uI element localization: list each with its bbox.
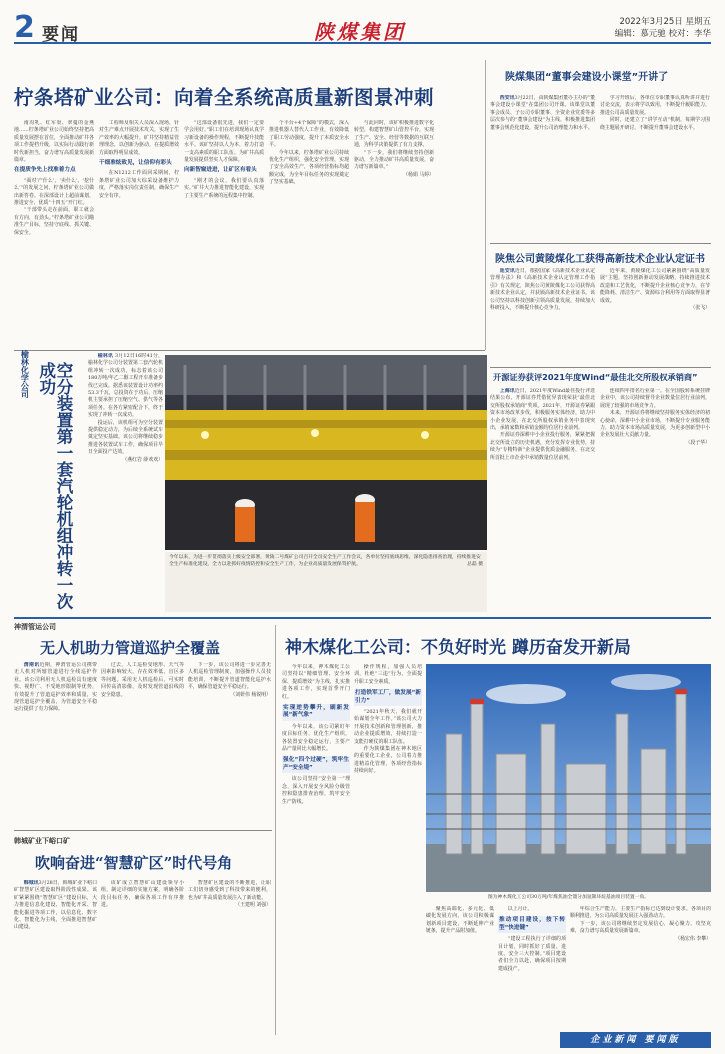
wind-col2: 连续四年排名行业第一。在全国股转系统挂牌企业中，该公司持续督导企业数量位居行业前列，展现了较强的市场竞争力。 未来，开源证券将继续坚持服务实体经济的初心使命，深耕中小企业市场，不断提升专业服务能力，助力资本市场高质量发展，为更多创新型中小企业发展壮大贡献力量。 （段子华） [600, 388, 710, 446]
article1-lead: 南沟乳、红军渠、翠蔓的金燕地……柠条塔矿业公司始终坚持把高质量发展摆在首位，全面推动矿井各项工作提档升级，以实际行动践行新时代新担当，奋力谱写高质量发展新篇章。 [14, 120, 94, 164]
hancheng-col3: 智慧矿区建设的不断推进，让职工们切身感受到了科技带来的便利，也为矿井高质量发展注入了新动能。 （王建明 刘强） [188, 880, 271, 909]
yulin-kicker: 榆林化学公司 [20, 350, 30, 398]
yulin-title: 空分装置第一套汽轮机组冲转一次成功 [36, 362, 73, 610]
shenmu-sub3: 打造铁军工厂，做发展“新引力” [354, 689, 422, 706]
yulin-byline: （燕红岩 薛欢欢） [122, 456, 163, 463]
hancheng-col1 [14, 880, 97, 1032]
shenmu-col5: 年综合生产能力，主要生产指标已达到设计要求。各项目的顺利推进，为公司高质量发展注入强劲动力。 下一步，该公司将继续坚定发展信心，凝心聚力、攻坚克难，奋力谱写高质量发展新篇章。 （杨宏伟 李攀） [570, 906, 711, 942]
editor-line: 编辑：慕元驰 校对：李华 [614, 29, 711, 39]
page-number: 2 [14, 10, 35, 45]
divider-h-board [490, 243, 711, 244]
shenmu-headline: 神木煤化工公司：不负好时光 蹲历奋发开新局 [285, 638, 631, 658]
yulin-body: 榆林讯 3月12日16时41分，榆林化学公司分装置第二套汽轮机组冲转一次成功，标志着该公司180万吨/年乙二醇工程开车准备步伐已完成。据悉该装置设计功率约53.3千瓦，总投资在于功后，压缩机主要承担了压缩空气、供气等各项任务。在各方紧密配合下，终于实现了冲转一次成功。 投运后，该机组可为空分装置提供稳定动力，为后续全系统试车奠定坚实基础。该公司将继续稳步推进各装置试车工作，确保项目早日全面投产达效。 （燕红岩 薛欢欢） [88, 353, 163, 463]
board-text: 3月22日，由陕煤集团董办主办的“董事会建设小课堂”在集团公司开课。该课堂以董事会成员、子公司专职董事、全资企业党委等多层次参与的“董事会建设”为主线，积极推进集团董事会规范化建设，提升公司治理能力和水平。 [490, 95, 595, 131]
shenmu-col4: 以上月计。 推动项目建设，按下转型“快进键” “建设工程执行了详细的项目计划，同时抓好了质量、进度、安全三大控制。”项目建设者们全力以赴，确保项目按期建成投产。 [498, 906, 566, 972]
mine-photo-byline: 总磊 摄 [467, 562, 483, 567]
shenmu-sub4: 推动项目建设，按下转型“快进键” [498, 916, 566, 933]
drone-col1 [14, 662, 97, 827]
divider-v1 [485, 60, 486, 350]
drone-dateline: 渭南讯 [23, 662, 40, 668]
hancheng-col2: 该矿成立智慧矿山建设领导小组，制定详细的实施方案，明确各阶段目标任务，确保各项工作有序推进。 [101, 880, 184, 909]
wind-text: 近日，2021年度Wind最佳投行评选结果公布，开源证券凭借优异表现荣获“最佳北交所股权承销商”奖项。2021年，开源证券紧跟资本市场改革步伐，积极服务实体经济，助力中小企业发展，在北交所股权承销业务中表现突出，承销家数和承销金额均位居行业前列。 [490, 388, 595, 432]
article1-col3: “这部设备很先进，我们一定要学会用好。”职工们在培训现场认真学习新设备的操作规程，不断提升技能水平。该矿坚持以人为本，着力打造一支高素质的职工队伍，为矿井高质量发展提供坚实人才保障。 向新智窥进进，让矿区有看头 “刚才的会议，我们要认真落实。”矿井大力推进智能化建设，实现了主要生产系统的远程集中控制。 [184, 120, 264, 199]
yulin-text: 3月12日16时41分，榆林化学公司分装置第二套汽轮机组冲转一次成功，标志着该公司180万吨/年乙二醇工程开车准备步伐已完成。据悉该装置设计功率约53.3千瓦，总投资在于功后，压缩机主要承担了压缩空气、供气等各项任务。在各方紧密配合下，终于实现了冲转一次成功。 [88, 353, 163, 419]
wind-dateline: 上海讯 [499, 388, 515, 394]
drone-col3: 下一步，该公司将进一步完善无人机巡检管理制度，加强操作人员技能培训，不断提升管道智能化巡护水平，确保管道安全平稳运行。 （刘妍伟 杨锐明） [188, 662, 271, 698]
shenmu-byline: （杨宏伟 李攀） [675, 935, 711, 942]
divider-h-drone [14, 830, 272, 831]
shenmu-sub1: 实现逆势攀升，刷新发展“新气象” [282, 704, 350, 721]
article1-col2: 工程师及相关人员深入现场，针对生产难点开展技术攻关，实现了生产效率的大幅提升。矿井坚持精益管理理念，以创新为驱动，在提质增效方面取得明显成效。 干细准炫致见，让信仰有彩头 在N1212工作面回采期间，柠条塔矿业公司加大综采设备维护力度，严格落实岗位责任制，确保生产安全有序。 [99, 120, 179, 199]
wind-byline: （段子华） [685, 439, 710, 446]
huangling-headline: 陕焦公司黄陵煤化工获得高新技术企业认定证书 [495, 254, 705, 265]
board-text2: 学习开班后，各单位专职董事认真听讲并进行讨论交流，表示将学以致用，不断提升履职能力，推进公司高质量发展。 [600, 95, 710, 116]
drone-text: 近期，神渭管运公司携带无人机对所辖管道进行全线巡护作业。该公司利用无人机巡检具有速度快、视野广、不受地形限制等优势，有效提升了管道巡护效率和质量，实现管道巡护全覆盖，为管道安全平稳运行提供了有力保障。 [14, 662, 97, 713]
page-header [14, 10, 711, 45]
divider-h-top [14, 350, 485, 351]
date-editor [615, 16, 711, 40]
article1-sub2: 干细准炫致见，让信仰有彩头 [99, 160, 172, 167]
drone-kicker: 神渭管运公司 [14, 623, 56, 631]
chemical-plant-image [426, 664, 711, 892]
board-col1 [490, 95, 595, 245]
divider-h-mid [14, 617, 711, 619]
shenmu-col2: 操作规程，加强人员培训，杜绝“三违”行为，全面提升职工安全素质。 打造铁军工厂，做发展“新引力” “2021年秋天，我们就开始谋划全年工作。”该公司大力开展技术创新和管理创新，推动企业提质增效，持续打造一支能打硬仗的职工队伍。 作为陕煤集团在神木地区的重要化工企业，公司着力推进精益化管理，各项经营指标持续向好。 [354, 664, 422, 775]
article1-byline: （杨娟 马婷） [403, 171, 434, 178]
footer-bar: 企业新闻 要闻版 [560, 1032, 711, 1048]
board-col2: 学习开班后，各单位专职董事认真听讲并进行讨论交流，表示将学以致用，不断提升履职能力，推进公司高质量发展。 同时，还建立了“讲学互动”机制，每期学习围绕主题展开研讨，不断提升董事会建设水平。 [600, 95, 710, 131]
article1-col1: 南沟乳、红军渠、翠蔓的金燕地……柠条塔矿业公司始终坚持把高质量发展摆在首位，全面推动矿井各项工作提档升级，以实际行动践行新时代新担当，奋力谱写高质量发展新篇章。 在提质争先上找准着力点 “面对‘产什么’、‘卖什么’、‘挖什么’”的发展之问，柠条塔矿业公司做出新答卷。在深部设计上超前谋划，推进安全、优质“十四五”开门红。 “干部带头走在前面，职工就会有方向，有劲头。”柠条塔矿业公司瞄准生产目标，坚持守底线、抓关键、保安全。 [14, 120, 94, 236]
hancheng-byline: （王建明 刘强） [235, 902, 271, 909]
huangling-col2: 近年来，黄陵煤化工公司紧紧围绕“高质量发展”主题，坚持创新驱动发展战略，持续推进技术改造和工艺优化，不断提升企业核心竞争力，在节能降耗、清洁生产、资源综合利用等方面取得显著成效。 （张飞） [600, 268, 710, 312]
plant-photo-caption: 图为神木煤化工公司30万吨/年煤焦油全馏分加氢制环烷基油项目装置一角。 [487, 895, 650, 900]
date-line: 2022年3月25日 星期五 [619, 17, 711, 27]
hancheng-text: 3月28日，韩城矿业下峪口矿智慧矿区建设取得阶段性成果。该矿紧紧围绕“智慧矿区”建设目标，大力推进信息化建设、智能化开采、智能化掘进等项工作，以信息化、数字化、智能化为主线，全面推进智慧矿山建设。 [14, 880, 97, 931]
shenmu-lead: 今年以来，神木煤化工公司坚持以“精细管理、安全环保、提质增效”为主线，扎实推进各项工作，实现首季开门红。 [282, 664, 350, 700]
hancheng-dateline: 韩城讯 [23, 880, 39, 886]
hancheng-headline: 吹响奋进“智慧矿区”时代号角 [35, 854, 233, 872]
drone-col2: 过去，人工巡检受地形、天气等因素影响较大，存在效率低、盲区多等问题。采用无人机巡检后，可实时回传高清影像，及时发现管道沿线的安全隐患。 [101, 662, 184, 698]
article1-sub3: 向新智窥进进，让矿区有看头 [184, 167, 257, 174]
shenmu-sub2: 强化“四个过硬”，筑牢生产“安全堤” [282, 756, 350, 773]
drone-headline: 无人机助力管道巡护全覆盖 [40, 639, 221, 657]
shenmu-col3: 聚焦高端化、多元化、低碳化发展方向，该公司积极谋划新项目建设，不断延伸产业链条，提升产品附加值。 [426, 906, 494, 935]
brand-logo: 陕煤集团 [314, 20, 406, 44]
section-name: 要闻 [42, 25, 80, 45]
huangling-dateline: 延安讯 [499, 268, 515, 274]
board-dateline: 西安讯 [499, 95, 515, 101]
divider-h-huangling [490, 367, 711, 368]
shenmu-col1: 今年以来，神木煤化工公司坚持以“精细管理、安全环保、提质增效”为主线，扎实推进各项工作，实现首季开门红。 实现逆势攀升，刷新发展“新气象” 今年以来，该公司紧盯年度目标任务，优化生产组织，各装置安全稳定运行，主要产品产量同比大幅增长。 强化“四个过硬”，筑牢生产“安全堤” 该公司坚持“安全第一”理念，深入开展安全风险分级管控和隐患排查治理，筑牢安全生产防线。 [282, 664, 350, 805]
article1-col5: 与此同时，该矿积极推进数字化转型，构建智慧矿山管控平台，实现了生产、安全、经营等数据的互联互通，为科学决策提供了有力支撑。 “下一步，我们将继续坚持创新驱动，全力推动矿井高质量发展，奋力谱写新篇章。” （杨娟 马婷） [354, 120, 434, 178]
article1-headline: 柠条塔矿业公司：向着全系统高质量新图景冲刺 [14, 86, 435, 109]
wind-headline: 开源证券获评2021年度Wind“最佳北交所股权承销商” [493, 372, 698, 382]
drone-byline: （刘妍伟 杨锐明） [230, 691, 271, 698]
article1-col4: 个平台+4个保障”的模式，深入推进机器人替代人工作业，有效降低了职工劳动强度，提升了本质安全水平。 今年以来，柠条塔矿业公司持续优化生产组织，强化安全管理，实现了安全高效生产，各项经营指标均超额完成，为全年目标任务的实现奠定了坚实基础。 [269, 120, 349, 186]
wind-col1: 上海讯近日，2021年度Wind最佳投行评选结果公布，开源证券凭借优异表现荣获“最佳北交所股权承销商”奖项。2021年，开源证券紧跟资本市场改革步伐，积极服务实体经济，助力中小企业发展，在北交所股权承销业务中表现突出，承销家数和承销金额均位居行业前列。 开源证券深耕中小企业投行服务，紧紧把握北交所设立的历史机遇，充分发挥专业优势，持续为“专精特新”企业提供优质金融服务，在北交所首批上市企业中承销数量位居前列。 [490, 388, 595, 461]
divider-v2 [275, 625, 276, 1035]
mine-photo-caption [165, 552, 487, 612]
board-headline: 陕煤集团“董事会建设小课堂”开讲了 [505, 72, 669, 83]
huangling-byline: （张飞） [690, 305, 710, 312]
article1-sub1: 在提质争先上找准着力点 [14, 167, 76, 174]
hancheng-kicker: 韩城矿业下峪口矿 [14, 837, 70, 845]
mine-photo-caption-text: 今年以来，为进一步贯彻落实上级安全部署，黄陵二号煤矿公司召开全员安全生产工作会议，各单位坚持底线思维，深化隐患排查治理，持续推进安全生产标准化建设，全力以赴抓好疫情防控和安全生产工作，为企业高质量发展保驾护航。 [169, 555, 481, 567]
mine-photo [165, 355, 487, 550]
yulin-dateline: 榆林讯 [97, 353, 114, 359]
mine-tunnel-image [165, 355, 487, 550]
huangling-col1 [490, 268, 595, 368]
plant-photo [426, 664, 711, 892]
huangling-text: 近日，根据国家《高新技术企业认定管理办法》和《高新技术企业认定管理工作指引》有关规定，陕焦公司黄陵煤化工公司获得高新技术企业认定，并获颁高新技术企业证书。该公司坚持以科技创新引领高质量发展，持续加大科研投入，不断提升核心竞争力。 [490, 268, 595, 312]
